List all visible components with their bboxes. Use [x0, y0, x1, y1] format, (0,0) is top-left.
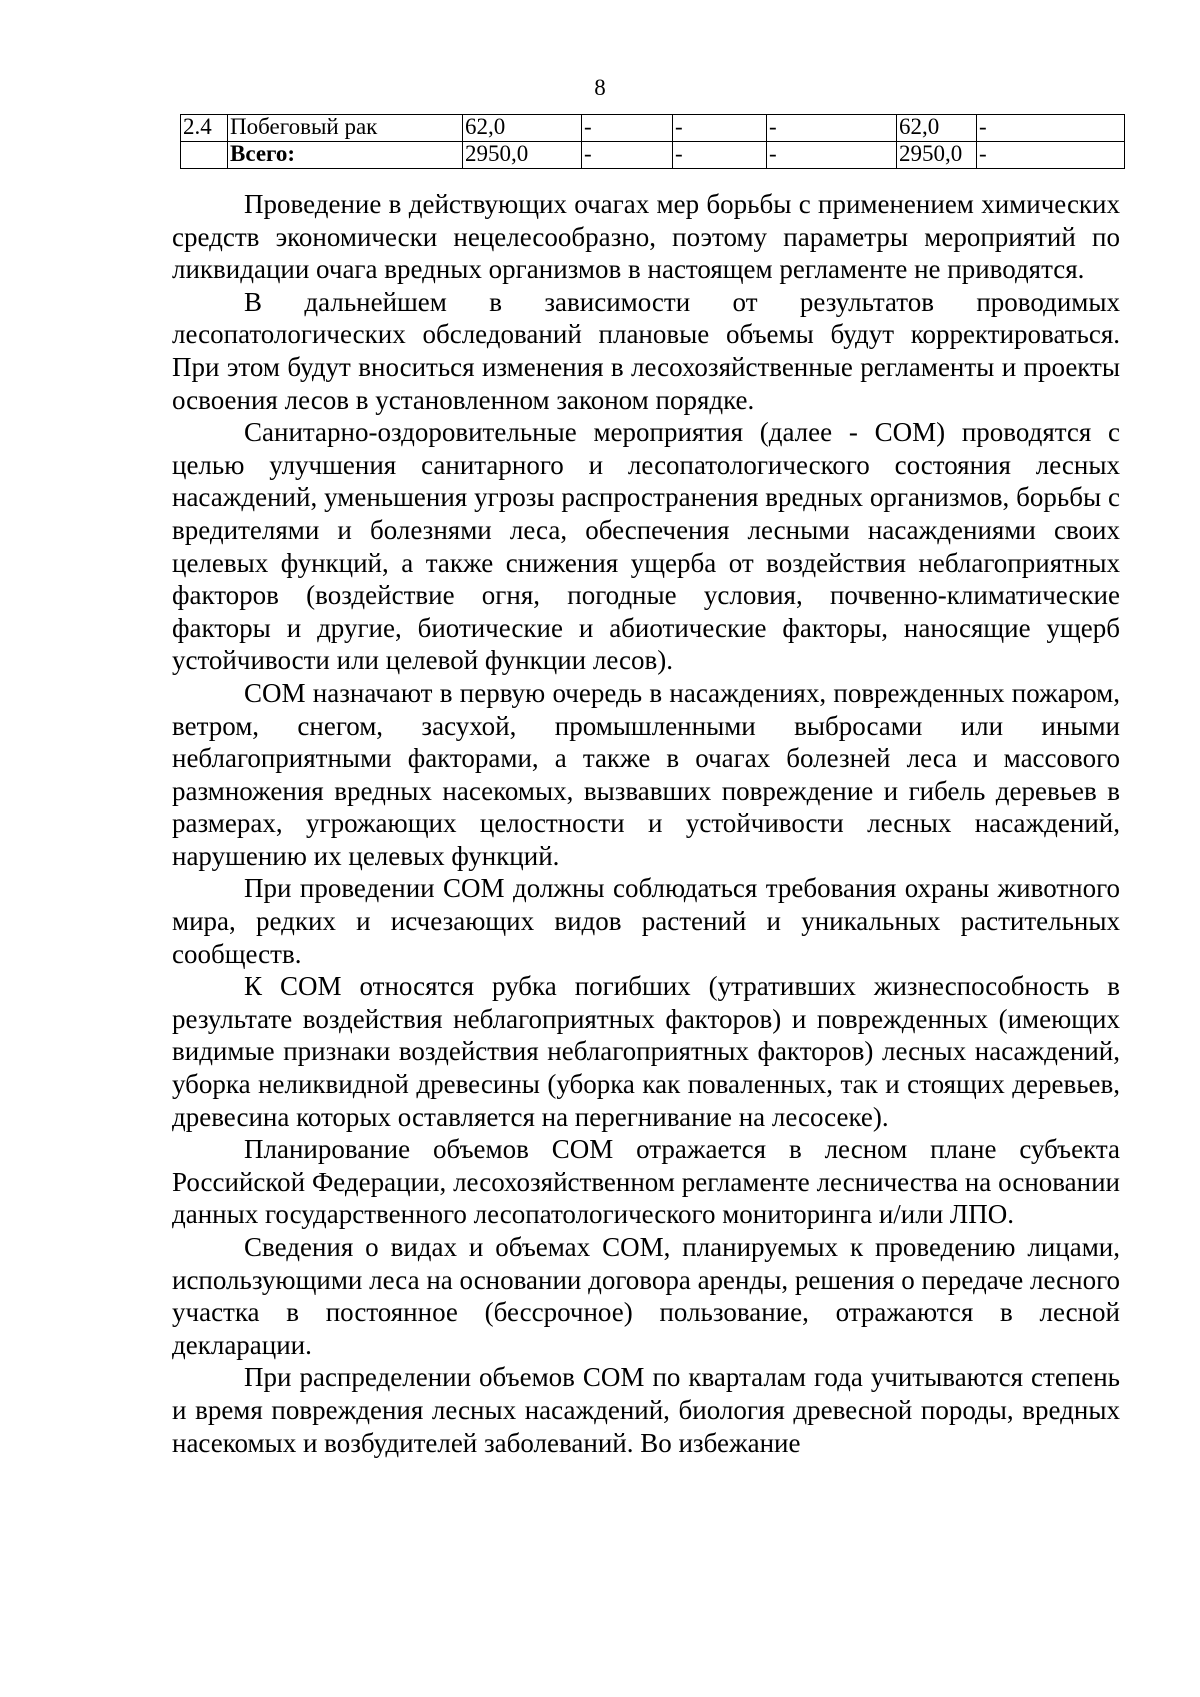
table-cell-value: - — [673, 115, 767, 142]
paragraph: В дальнейшем в зависимости от результатов проводимых лесопатологических обследований плановые объемы будут корректироваться. При этом будут вноситься изменения в лесохозяйственные регламенты и проекты освоения лесов в установленном законом порядке. — [172, 286, 1120, 415]
table-cell-value: 2950,0 — [897, 142, 977, 169]
table-cell-value: - — [767, 142, 897, 169]
paragraph: При проведении СОМ должны соблюдаться требования охраны животного мира, редких и исчезающих видов растений и уникальных растительных сообществ. — [172, 873, 1120, 969]
paragraph: Проведение в действующих очагах мер борьбы с применением химических средств экономически нецелесообразно, поэтому параметры мероприятий по ликвидации очага вредных организмов в настоящем регламенте не приводятся. — [172, 189, 1120, 285]
paragraph: К СОМ относятся рубка погибших (утративших жизнеспособность в результате воздействия неблагоприятных факторов) и поврежденных (имеющих видимые признаки воздействия неблагоприятных факторов) лесных насаждений, уборка неликвидной древесины (уборка как поваленных, так и стоящих деревьев, древесина которых оставляется на перегнивание на лесосеке). — [172, 971, 1120, 1132]
paragraph: Санитарно-оздоровительные мероприятия (далее - СОМ) проводятся с целью улучшения санитарного и лесопатологического состояния лесных насаждений, уменьшения угрозы распространения вредных организмов, борьбы с вредителями и болезнями леса, обеспечения лесными насаждениями своих целевых функций, а также снижения ущерба от воздействия неблагоприятных факторов (воздействие огня, погодные условия, почвенно-климатические факторы и другие, биотические и абиотические факторы, наносящие ущерб устойчивости или целевой функции лесов). — [172, 417, 1120, 676]
table-cell-name: Побеговый рак — [228, 115, 463, 142]
table-row-total — [181, 142, 1125, 169]
table-row — [181, 115, 1125, 142]
table-cell-value: - — [977, 115, 1125, 142]
page-number: 8 — [594, 75, 606, 100]
table-cell-value: - — [977, 142, 1125, 169]
table-cell-total-label: Всего: — [228, 142, 463, 169]
paragraph: Сведения о видах и объемах СОМ, планируемых к проведению лицами, использующими леса на основании договора аренды, решения о передаче лесного участка в постоянное (бессрочное) пользование, отражаются в лесной декларации. — [172, 1232, 1120, 1360]
table-cell-value: - — [582, 115, 673, 142]
table-cell-value: - — [673, 142, 767, 169]
table-cell-number — [181, 142, 228, 169]
table-cell-value: - — [767, 115, 897, 142]
data-table — [180, 114, 1125, 169]
table-cell-value: - — [582, 142, 673, 169]
table-cell-value: 62,0 — [897, 115, 977, 142]
paragraph: Планирование объемов СОМ отражается в лесном плане субъекта Российской Федерации, лесохозяйственном регламенте лесничества на основании данных государственного лесопатологического мониторинга и/или ЛПО. — [172, 1134, 1120, 1230]
paragraph: При распределении объемов СОМ по кварталам года учитываются степень и время повреждения лесных насаждений, биология древесной породы, вредных насекомых и возбудителей заболеваний. Во избежание — [172, 1362, 1120, 1458]
table-cell-value: 62,0 — [463, 115, 582, 142]
table-cell-number: 2.4 — [181, 115, 228, 142]
paragraph: СОМ назначают в первую очередь в насаждениях, поврежденных пожаром, ветром, снегом, засухой, промышленными выбросами или иными неблагоприятными факторами, а также в очагах болезней леса и массового размножения вредных насекомых, вызвавших повреждение и гибель деревьев в размерах, угрожающих целостности и устойчивости лесных насаждений, нарушению их целевых функций. — [172, 677, 1120, 871]
body-text — [172, 188, 1120, 1459]
table-cell-value: 2950,0 — [463, 142, 582, 169]
